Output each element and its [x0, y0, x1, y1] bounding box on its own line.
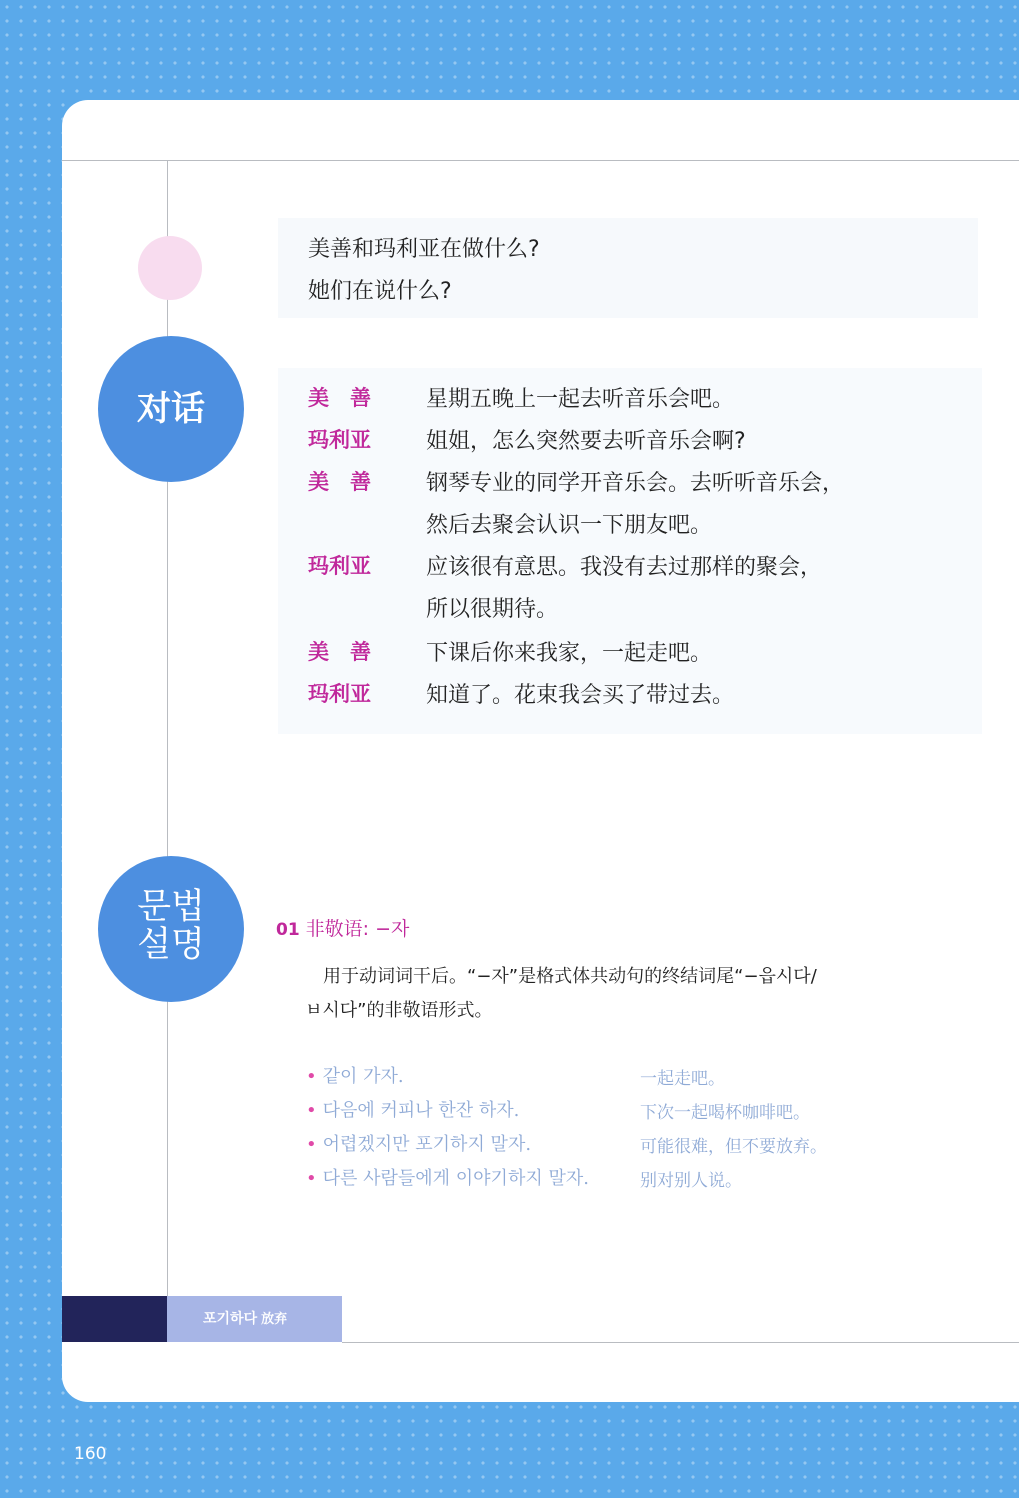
vocab-note: 포기하다 放弃	[167, 1296, 342, 1342]
speaker-label: 美 善	[308, 470, 371, 494]
dialogue-line: 星期五晚上一起去听音乐会吧。	[426, 387, 735, 412]
grammar-title: 01 非敬语: −자	[276, 918, 410, 940]
speaker-label: 玛利亚	[308, 428, 371, 452]
vocab-bar-accent	[62, 1296, 167, 1342]
example-korean: • 다음에 커피나 한잔 하자.	[306, 1100, 520, 1121]
dialogue-line: 下课后你来我家，一起走吧。	[426, 641, 713, 666]
speaker-label: 玛利亚	[308, 554, 371, 578]
example-chinese: 可能很难，但不要放弃。	[640, 1137, 827, 1157]
grammar-description: 用于动词词干后。“−자”是格式体共动句的终结词尾“−읍시다/	[305, 966, 817, 987]
speaker-label: 美 善	[308, 640, 371, 664]
example-chinese: 别对别人说。	[640, 1171, 742, 1191]
question-1: 美善和玛利亚在做什么?	[308, 237, 540, 262]
example-chinese: 下次一起喝杯咖啡吧。	[640, 1103, 810, 1123]
example-chinese: 一起走吧。	[640, 1069, 725, 1089]
margin-rule	[167, 160, 168, 1296]
example-korean: • 다른 사람들에게 이야기하지 말자.	[306, 1168, 589, 1189]
page-number: 160	[74, 1444, 107, 1464]
grammar-badge: 문법 설명	[98, 856, 244, 1002]
example-korean: • 같이 가자.	[306, 1066, 404, 1087]
dialogue-line: 钢琴专业的同学开音乐会。去听听音乐会，	[426, 471, 845, 496]
question-2: 她们在说什么?	[308, 279, 452, 304]
dialogue-line: 知道了。花束我会买了带过去。	[426, 683, 735, 708]
dialogue-badge: 对话	[98, 336, 244, 482]
dialogue-line: 应该很有意思。我没有去过那样的聚会，	[426, 555, 823, 580]
dialogue-line: 然后去聚会认识一下朋友吧。	[426, 513, 713, 538]
speaker-label: 玛利亚	[308, 682, 371, 706]
dialogue-line: 所以很期待。	[426, 597, 559, 622]
grammar-description: ㅂ시다”的非敬语形式。	[305, 1000, 493, 1021]
example-korean: • 어렵겠지만 포기하지 말자.	[306, 1134, 532, 1155]
dialogue-line: 姐姐，怎么突然要去听音乐会啊?	[426, 429, 746, 454]
speaker-label: 美 善	[308, 386, 371, 410]
top-rule	[62, 160, 1019, 161]
bottom-rule	[342, 1342, 1019, 1343]
decorative-dot	[138, 236, 202, 300]
